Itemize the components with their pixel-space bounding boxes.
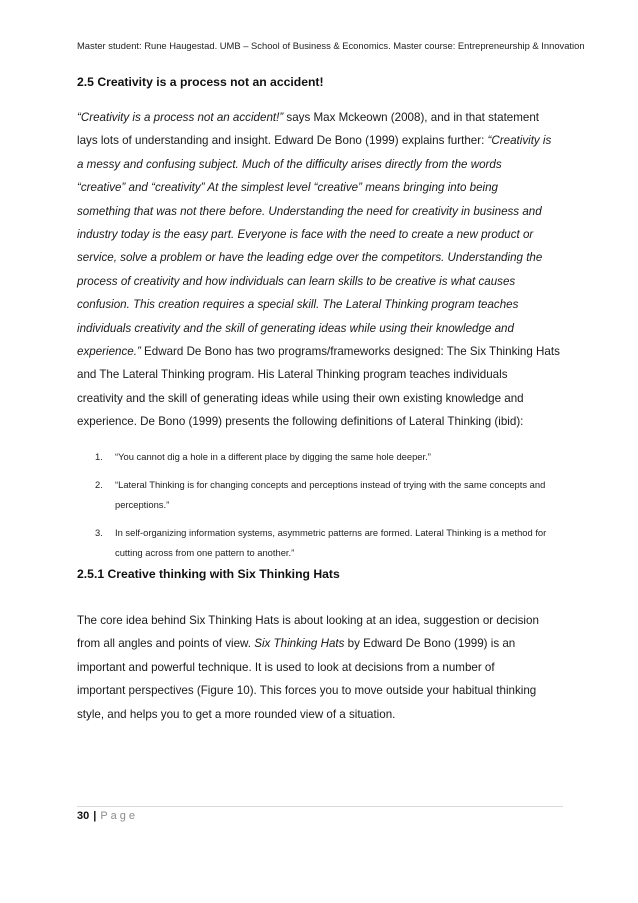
text-line: something that was not there before. Understanding the need for creativity in business and xyxy=(77,204,542,218)
text-line: process of creativity and how individuals can learn skills to be creative is what causes xyxy=(77,274,516,288)
section-heading-2-5: 2.5 Creativity is a process not an accident! xyxy=(77,75,324,89)
lateral-thinking-definitions-list xyxy=(95,447,565,571)
page-footer xyxy=(77,810,138,822)
list-item: 3. In self-organizing information systems, asymmetric patterns are formed. Lateral Thinking is a method for cutting across from one pattern to another.” xyxy=(95,527,547,558)
text-line: and The Lateral Thinking program. His Lateral Thinking program teaches individuals xyxy=(77,368,508,382)
text-line: experience.” Edward De Bono has two programs/frameworks designed: The Six Thinking Hats xyxy=(77,345,560,359)
text-line: industry today is the easy part. Everyone is face with the need to create a new product or xyxy=(77,228,534,242)
footer-separator: | xyxy=(93,810,97,822)
text-line: experience. De Bono (1999) presents the following definitions of Lateral Thinking (ibid): xyxy=(77,415,524,429)
text-line: “creative” and “creativity” At the simplest level “creative” means bringing into being xyxy=(77,181,498,195)
running-header: Master student: Rune Haugestad. UMB – School of Business & Economics. Master course: Entrepreneurship & Innovation xyxy=(77,40,585,51)
text-line: confusion. This creation requires a special skill. The Lateral Thinking program teaches xyxy=(77,298,519,312)
text-line: service, solve a problem or have the leading edge over the competitors. Understanding the xyxy=(77,251,543,265)
page-word: Page xyxy=(100,810,139,822)
text-line: The core idea behind Six Thinking Hats is about looking at an idea, suggestion or decision xyxy=(77,614,539,627)
text-line: important and powerful technique. It is used to look at decisions from a number of xyxy=(77,660,495,674)
text-line: important perspectives (Figure 10). This forces you to move outside your habitual thinking xyxy=(77,684,537,698)
text-line: from all angles and points of view. Six Thinking Hats by Edward De Bono (1999) is an xyxy=(77,637,516,651)
body-paragraph-six-hats xyxy=(77,609,572,726)
text-line: creativity and the skill of generating ideas while using their own existing knowledge and xyxy=(77,391,524,405)
list-item: 2. “Lateral Thinking is for changing concepts and perceptions instead of trying with the same concepts and perceptions.” xyxy=(95,479,546,510)
footer-divider xyxy=(77,806,563,807)
text-line: a messy and confusing subject. Much of the difficulty arises directly from the words xyxy=(77,157,502,171)
section-heading-2-5-1: 2.5.1 Creative thinking with Six Thinking Hats xyxy=(77,567,340,581)
page-number: 30 xyxy=(77,810,90,822)
text-line: style, and helps you to get a more rounded view of a situation. xyxy=(77,707,396,721)
text-line: individuals creativity and the skill of generating ideas while using their knowledge and xyxy=(77,321,514,335)
body-paragraph-creativity xyxy=(77,106,572,434)
text-line: “Creativity is a process not an accident!” says Max Mckeown (2008), and in that statement xyxy=(77,111,540,124)
text-line: lays lots of understanding and insight. Edward De Bono (1999) explains further: “Creativity is xyxy=(77,134,552,148)
list-item: 1. “You cannot dig a hole in a different place by digging the same hole deeper.” xyxy=(95,451,431,462)
